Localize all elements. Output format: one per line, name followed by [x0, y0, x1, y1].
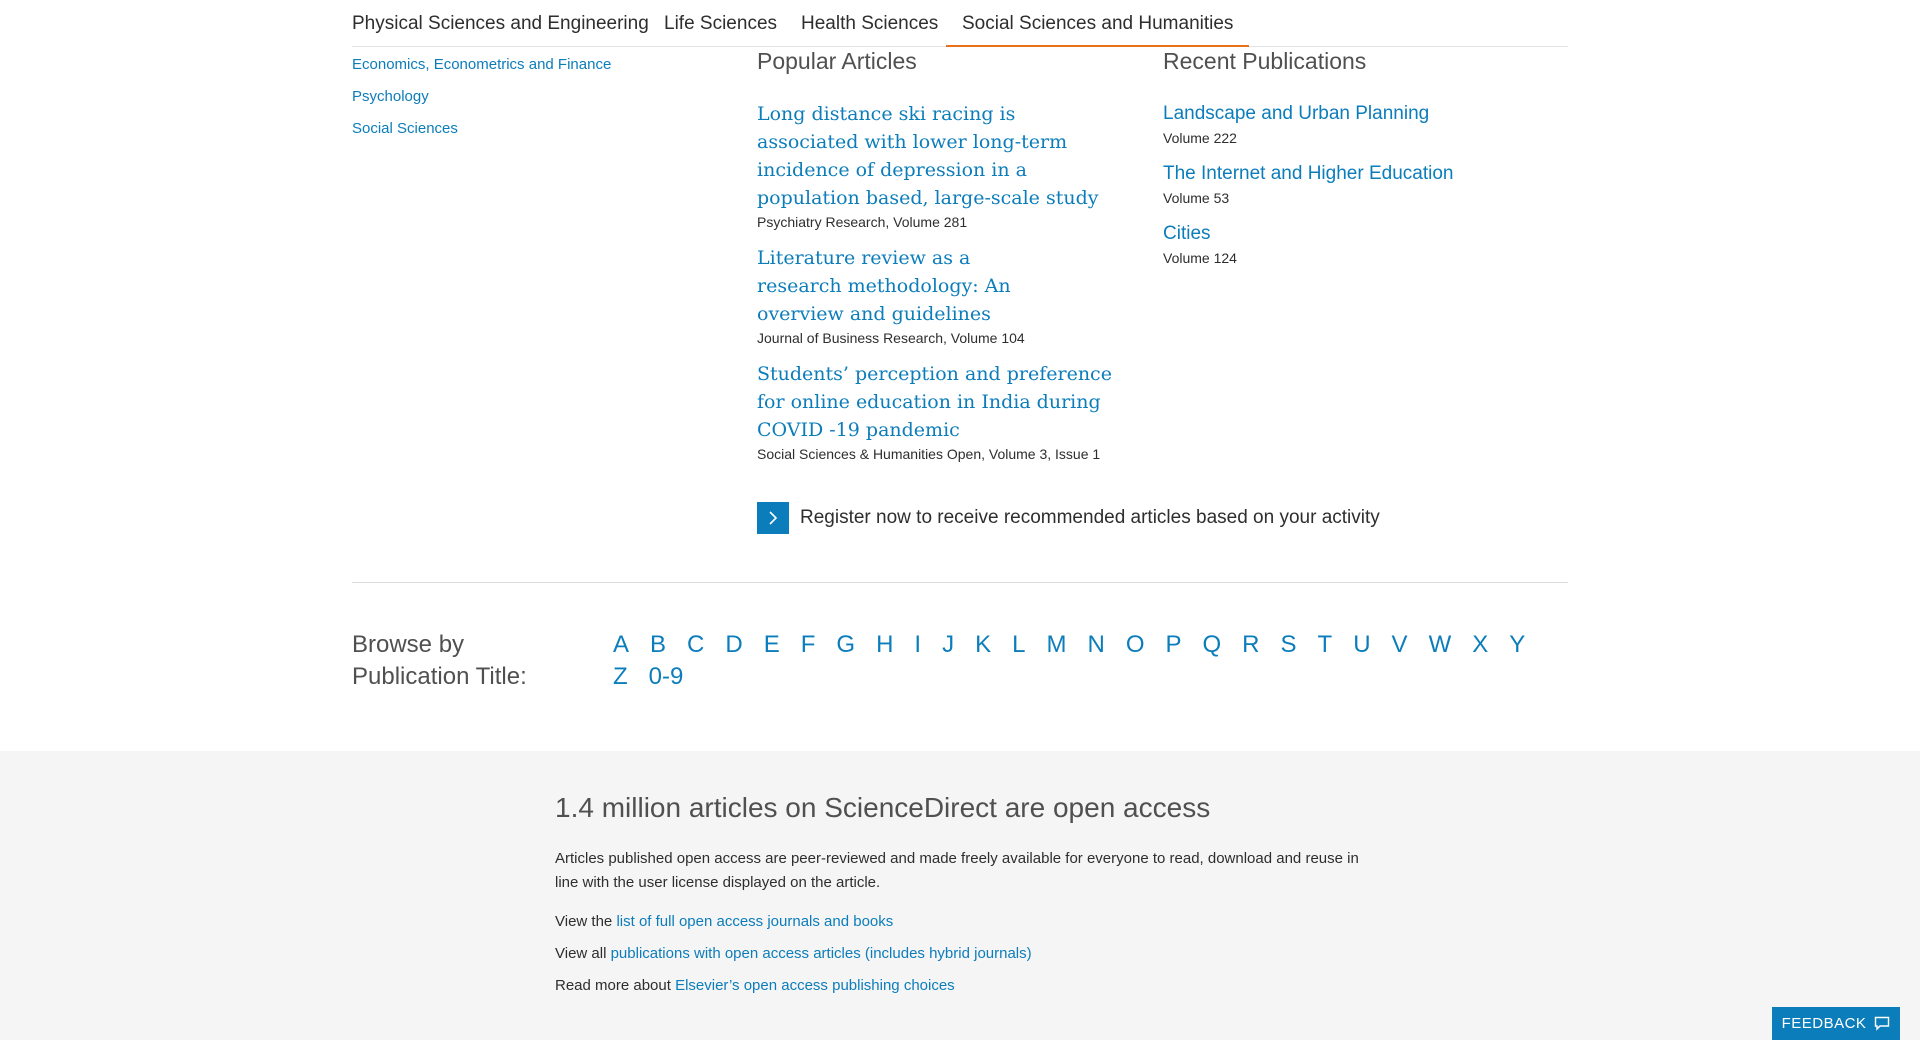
chevron-right-icon — [757, 502, 789, 534]
recent-publication — [1163, 220, 1237, 268]
sidebar-item-economics[interactable]: Economics, Econometrics and Finance — [352, 56, 612, 73]
letter-link-z[interactable]: Z — [613, 663, 628, 690]
letter-link-i[interactable]: I — [914, 631, 922, 658]
letter-link-f[interactable]: F — [800, 631, 816, 658]
letter-link-e[interactable]: E — [763, 631, 780, 658]
publication-title-link[interactable]: Landscape and Urban Planning — [1163, 103, 1430, 124]
letter-link-n[interactable]: N — [1087, 631, 1105, 658]
article-source: Journal of Business Research, Volume 104 — [757, 330, 1025, 346]
publication-title-link[interactable]: Cities — [1163, 223, 1211, 244]
publication-volume: Volume 53 — [1163, 190, 1230, 206]
open-access-section — [0, 751, 1920, 1040]
popular-article — [757, 100, 1117, 232]
line-prefix: View the — [555, 913, 613, 930]
open-access-heading: 1.4 million articles on ScienceDirect are open access — [555, 792, 1211, 823]
publication-title-link[interactable]: The Internet and Higher Education — [1163, 163, 1454, 184]
feedback-label: FEEDBACK — [1781, 1015, 1867, 1032]
tab-health-sciences[interactable]: Health Sciences — [801, 13, 939, 34]
letter-link-u[interactable]: U — [1353, 631, 1371, 658]
publication-volume: Volume 222 — [1163, 130, 1237, 146]
publication-volume: Volume 124 — [1163, 250, 1237, 266]
letter-link-k[interactable]: K — [975, 631, 992, 658]
tab-physical-sciences[interactable]: Physical Sciences and Engineering — [352, 13, 649, 34]
letter-link-m[interactable]: M — [1046, 631, 1067, 658]
article-source: Social Sciences & Humanities Open, Volume 3, Issue 1 — [757, 446, 1101, 462]
open-access-line — [555, 945, 1032, 962]
line-prefix: Read more about — [555, 977, 671, 994]
letter-link-q[interactable]: Q — [1202, 631, 1222, 658]
section-divider — [352, 582, 1568, 583]
letter-link-y[interactable]: Y — [1509, 631, 1526, 658]
letter-link-r[interactable]: R — [1242, 631, 1260, 658]
publishing-choices-link[interactable]: Elsevier’s open access publishing choices — [675, 977, 955, 994]
open-access-line — [555, 977, 955, 994]
article-title-link[interactable]: Students’ perception and preference for online education in India during COVID -19 pandemic — [757, 363, 1112, 441]
hybrid-journals-link[interactable]: publications with open access articles (includes hybrid journals) — [610, 945, 1032, 962]
open-access-journals-link[interactable]: list of full open access journals and books — [616, 913, 894, 930]
open-access-description: Articles published open access are peer-reviewed and made freely available for everyone to read, download and reuse in line with the user license displayed on the article. — [555, 850, 1359, 891]
register-link[interactable] — [757, 502, 1380, 534]
letter-link-g[interactable]: G — [836, 631, 856, 658]
browse-label: Browse by Publication Title: — [352, 631, 527, 690]
letter-link-s[interactable]: S — [1280, 631, 1297, 658]
popular-articles-heading: Popular Articles — [757, 48, 917, 74]
alphabet-index — [613, 629, 1553, 693]
letter-link-v[interactable]: V — [1391, 631, 1408, 658]
line-prefix: View all — [555, 945, 607, 962]
feedback-button[interactable] — [1772, 1007, 1900, 1040]
speech-bubble-icon — [1874, 1016, 1890, 1031]
letter-link-c[interactable]: C — [687, 631, 705, 658]
popular-article — [757, 244, 1117, 348]
letter-link-a[interactable]: A — [613, 631, 630, 658]
subject-tabs — [352, 0, 1568, 47]
letter-link-l[interactable]: L — [1012, 631, 1026, 658]
recent-publication — [1163, 100, 1429, 148]
letter-link-o[interactable]: O — [1125, 631, 1145, 658]
sidebar-item-social-sciences[interactable]: Social Sciences — [352, 120, 458, 137]
letter-link-j[interactable]: J — [942, 631, 955, 658]
article-source: Psychiatry Research, Volume 281 — [757, 214, 968, 230]
recent-publication — [1163, 160, 1453, 208]
tab-social-sciences[interactable]: Social Sciences and Humanities — [946, 13, 1249, 47]
recent-publications-heading: Recent Publications — [1163, 48, 1367, 74]
tab-life-sciences[interactable]: Life Sciences — [664, 13, 778, 34]
letter-link-0-9[interactable]: 0-9 — [648, 663, 684, 690]
letter-link-d[interactable]: D — [725, 631, 743, 658]
letter-link-b[interactable]: B — [650, 631, 667, 658]
article-title-link[interactable]: Literature review as a research methodology: An overview and guidelines — [757, 247, 1011, 325]
article-title-link[interactable]: Long distance ski racing is associated with lower long-term incidence of depression in a population based, large-scale study — [757, 103, 1099, 209]
letter-link-p[interactable]: P — [1165, 631, 1182, 658]
letter-link-t[interactable]: T — [1317, 631, 1333, 658]
letter-link-h[interactable]: H — [876, 631, 894, 658]
popular-article — [757, 360, 1117, 464]
letter-link-x[interactable]: X — [1472, 631, 1489, 658]
letter-link-w[interactable]: W — [1428, 631, 1452, 658]
register-label: Register now to receive recommended articles based on your activity — [800, 507, 1380, 528]
sidebar-item-psychology[interactable]: Psychology — [352, 88, 429, 105]
open-access-line — [555, 913, 893, 930]
